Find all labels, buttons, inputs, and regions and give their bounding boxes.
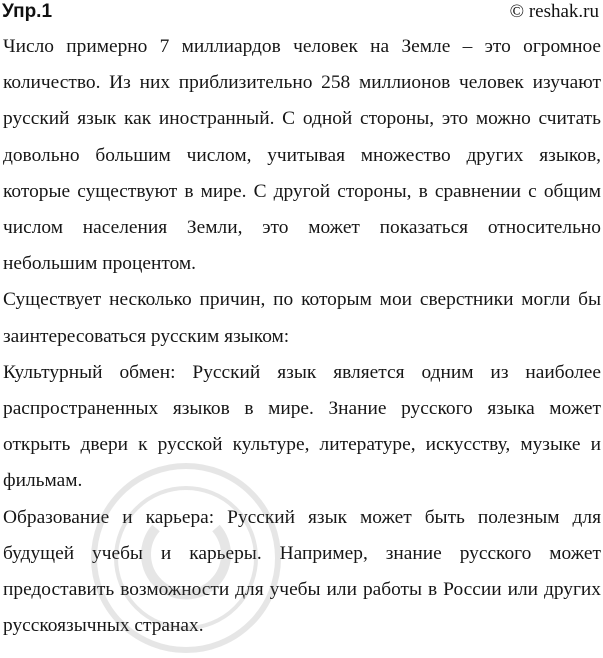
paragraph-intro: Число примерно 7 миллиардов человек на Земле – это огромное количество. Из них приблизительно 258 миллионов человек изучают русский язык как иностранный. С одной стороны, это можно считать довольно большим числом, учитывая множество других языков, которые существуют в мире. С другой стороны, в сравнении с общим числом населения Земли, это может показаться относительно небольшим процентом.: [3, 36, 601, 275]
source-label: © reshak.ru: [509, 1, 599, 22]
paragraph-reasons: Существует несколько причин, по которым мои сверстники могли бы заинтересоваться русским языком:: [3, 289, 601, 347]
paragraph-education-career: Образование и карьера: Русский язык может быть полезным для будущей учебы и карьеры. Например, знание русского может предоставить возможности для учебы или работы в России или других русскоязычных странах.: [3, 506, 601, 637]
answer-text: [3, 29, 601, 644]
exercise-title: Упр.1: [2, 1, 53, 22]
paragraph-cultural-exchange: Культурный обмен: Русский язык является одним из наиболее распространенных языков в мире. Знание русского языка может открыть двери к русской культуре, литературе, искусству, музыке и фильмам.: [3, 361, 601, 492]
header: [0, 0, 603, 26]
